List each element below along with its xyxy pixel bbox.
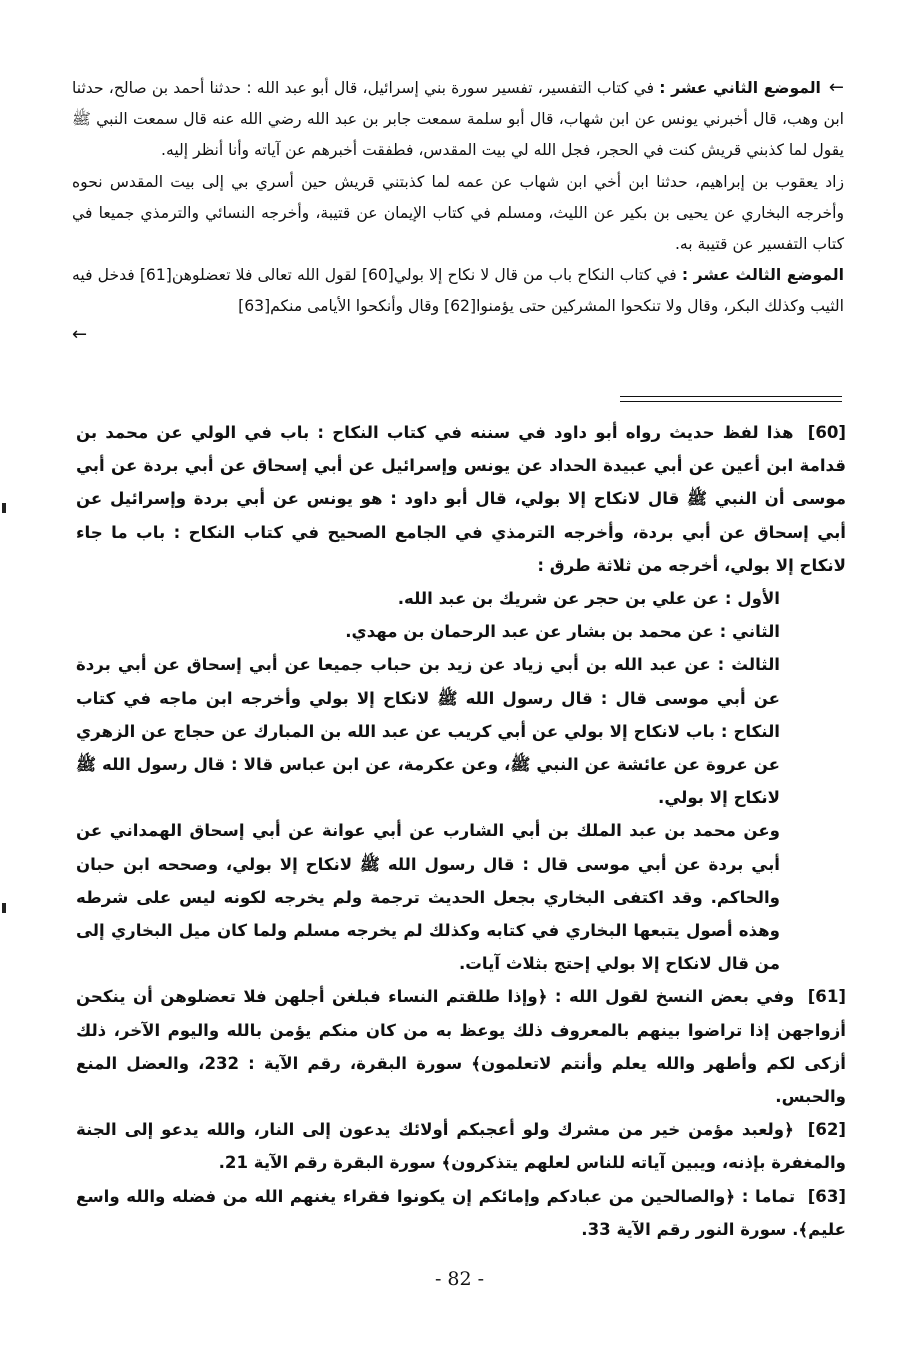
footnote-61 [76, 980, 846, 1113]
scan-edge-mark [2, 903, 6, 913]
paragraph-12-heading: الموضع الثاني عشر : [659, 79, 821, 97]
paragraph-13 [72, 260, 844, 322]
footnote-62-text: ﴿ولعبد مؤمن خير من مشرك ولو أعجبكم أولائك يدعون إلى النار، والله يدعو إلى الجنة والمغفرة بإذنه، ويبين آياته للناس لعلهم يتذكرون﴾ سورة البقرة رقم الآية 21. [76, 1120, 846, 1173]
footnote-61-number: [61] [807, 987, 846, 1007]
footnote-60-number: [60] [807, 423, 846, 442]
footnote-62-number: [62] [807, 1120, 846, 1140]
paragraph-continuation: زاد يعقوب بن إبراهيم، حدثنا ابن أخي ابن شهاب عن عمه لما كذبتني قريش حين أسري بي إلى بيت المقدس نحوه وأخرجه البخاري عن يحيى بن بكير عن الليث، ومسلم في كتاب الإيمان عن قتيبة، وأخرجه النسائي والترمذي جميعا في كتاب التفسير عن قتيبة به. [72, 172, 844, 254]
footnote-60-second-path: الثاني : عن محمد بن بشار عن عبد الرحمان بن مهدي. [345, 622, 780, 642]
end-arrow-icon: ← [72, 323, 88, 345]
footnote-60-text: هذا لفظ حديث رواه أبو داود في سننه في كتاب النكاح : باب في الولي عن محمد بن قدامة ابن أعين عن أبي عبيدة الحداد عن يونس وإسرائيل عن أبي إسحاق عن أبي بردة عن أبي موسى أن النبي ﷺ قال لانكاح إلا بولي، قال أبو داود : هو يونس عن أبي بردة وإسرائيل عن أبي إسحاق عن أبي بردة، وأخرجه الترمذي في الجامع الصحيح في كتاب النكاح : باب ما جاء لانكاح إلا بولي، أخرجه من ثلاثة طرق : [76, 423, 846, 575]
footnotes [76, 416, 846, 1246]
paragraph-12 [72, 72, 844, 167]
footnote-63-text: تماما : ﴿والصالحين من عبادكم وإمائكم إن يكونوا فقراء يغنهم الله من فضله والله واسع عليم﴾. سورة النور رقم الآية 33. [76, 1186, 846, 1239]
footnote-60-continuation: وعن محمد بن عبد الملك بن أبي الشارب عن أبي عوانة عن أبي إسحاق الهمداني عن أبي بردة عن أبي موسى قال : قال رسول الله ﷺ لانكاح إلا بولي، وصححه ابن حبان والحاكم. وقد اكتفى البخاري بجعل الحديث ترجمة ولم يخرجه لكونه ليس على شرطه وهذه أصول يتبعها البخاري في كتابه وكذلك لم يخرجه مسلم ولما كان ميل البخاري إلى من قال لانكاح إلا بولي إحتج بثلاث آيات. [76, 821, 780, 974]
paragraph-13-text: في كتاب النكاح باب من قال لا نكاح إلا بولي[60] لقول الله تعالى فلا تعضلوهن[61] فدخل فيه الثيب وكذلك البكر، وقال ولا تنكحوا المشركين حتى يؤمنوا[62] وقال وأنكحوا الأيامى منكم[63] [72, 266, 844, 316]
scan-edge-mark [2, 503, 6, 513]
paragraph-13-heading: الموضع الثالث عشر : [681, 266, 844, 285]
footnote-separator-top [620, 396, 842, 397]
arrow-icon: ← [828, 77, 844, 98]
footnote-61-text: وفي بعض النسخ لقول الله : ﴿وإذا طلقتم النساء فبلغن أجلهن فلا تعضلوهن أن ينكحن أزواجهن إذا تراضوا بينهم بالمعروف ذلك يوعظ به من كان منكم يؤمن بالله واليوم الآخر، ذلك أزكى لكم وأطهر والله يعلم وأنتم لاتعلمون﴾ سورة البقرة، رقم الآية : 232، والعضل المنع والحبس. [76, 987, 846, 1107]
footnote-separator-bottom [620, 401, 842, 402]
footnote-62 [76, 1113, 846, 1179]
footnote-60 [76, 416, 846, 582]
footnote-60-first-path: الأول : عن علي بن حجر عن شريك بن عبد الله. [397, 589, 780, 609]
footnote-63-number: [63] [807, 1186, 846, 1206]
footnote-60-third-path: الثالث : عن عبد الله بن أبي زياد عن زيد بن حباب جميعا عن أبي إسحاق عن أبي بردة عن أبي موسى قال : قال رسول الله ﷺ لانكاح إلا بولي وأخرجه ابن ماجه في كتاب النكاح : باب لانكاح إلا بولي عن أبي كريب عن عبد الله بن المبارك عن حجاج عن الزهري عن عروة عن عائشة عن النبي ﷺ، وعن عكرمة، عن ابن عباس قالا : قال رسول الله ﷺ لانكاح إلا بولي. [76, 655, 780, 808]
main-text [72, 72, 844, 347]
paragraph-12-text: في كتاب التفسير، تفسير سورة بني إسرائيل، قال أبو عبد الله : حدثنا أحمد بن صالح، حدثنا ابن وهب، قال أخبرني يونس عن ابن شهاب، قال أبو سلمة سمعت جابر بن عبد الله رضي الله عنه قال سمعت النبي ﷺ يقول لما كذبني قريش كنت في الحجر، فجل الله لي بيت المقدس، فطفقت أخبرهم عن آياته وأنا أنظر إليه. [72, 79, 844, 160]
page-number: - 82 - [434, 1268, 485, 1290]
footnote-63 [76, 1180, 846, 1246]
